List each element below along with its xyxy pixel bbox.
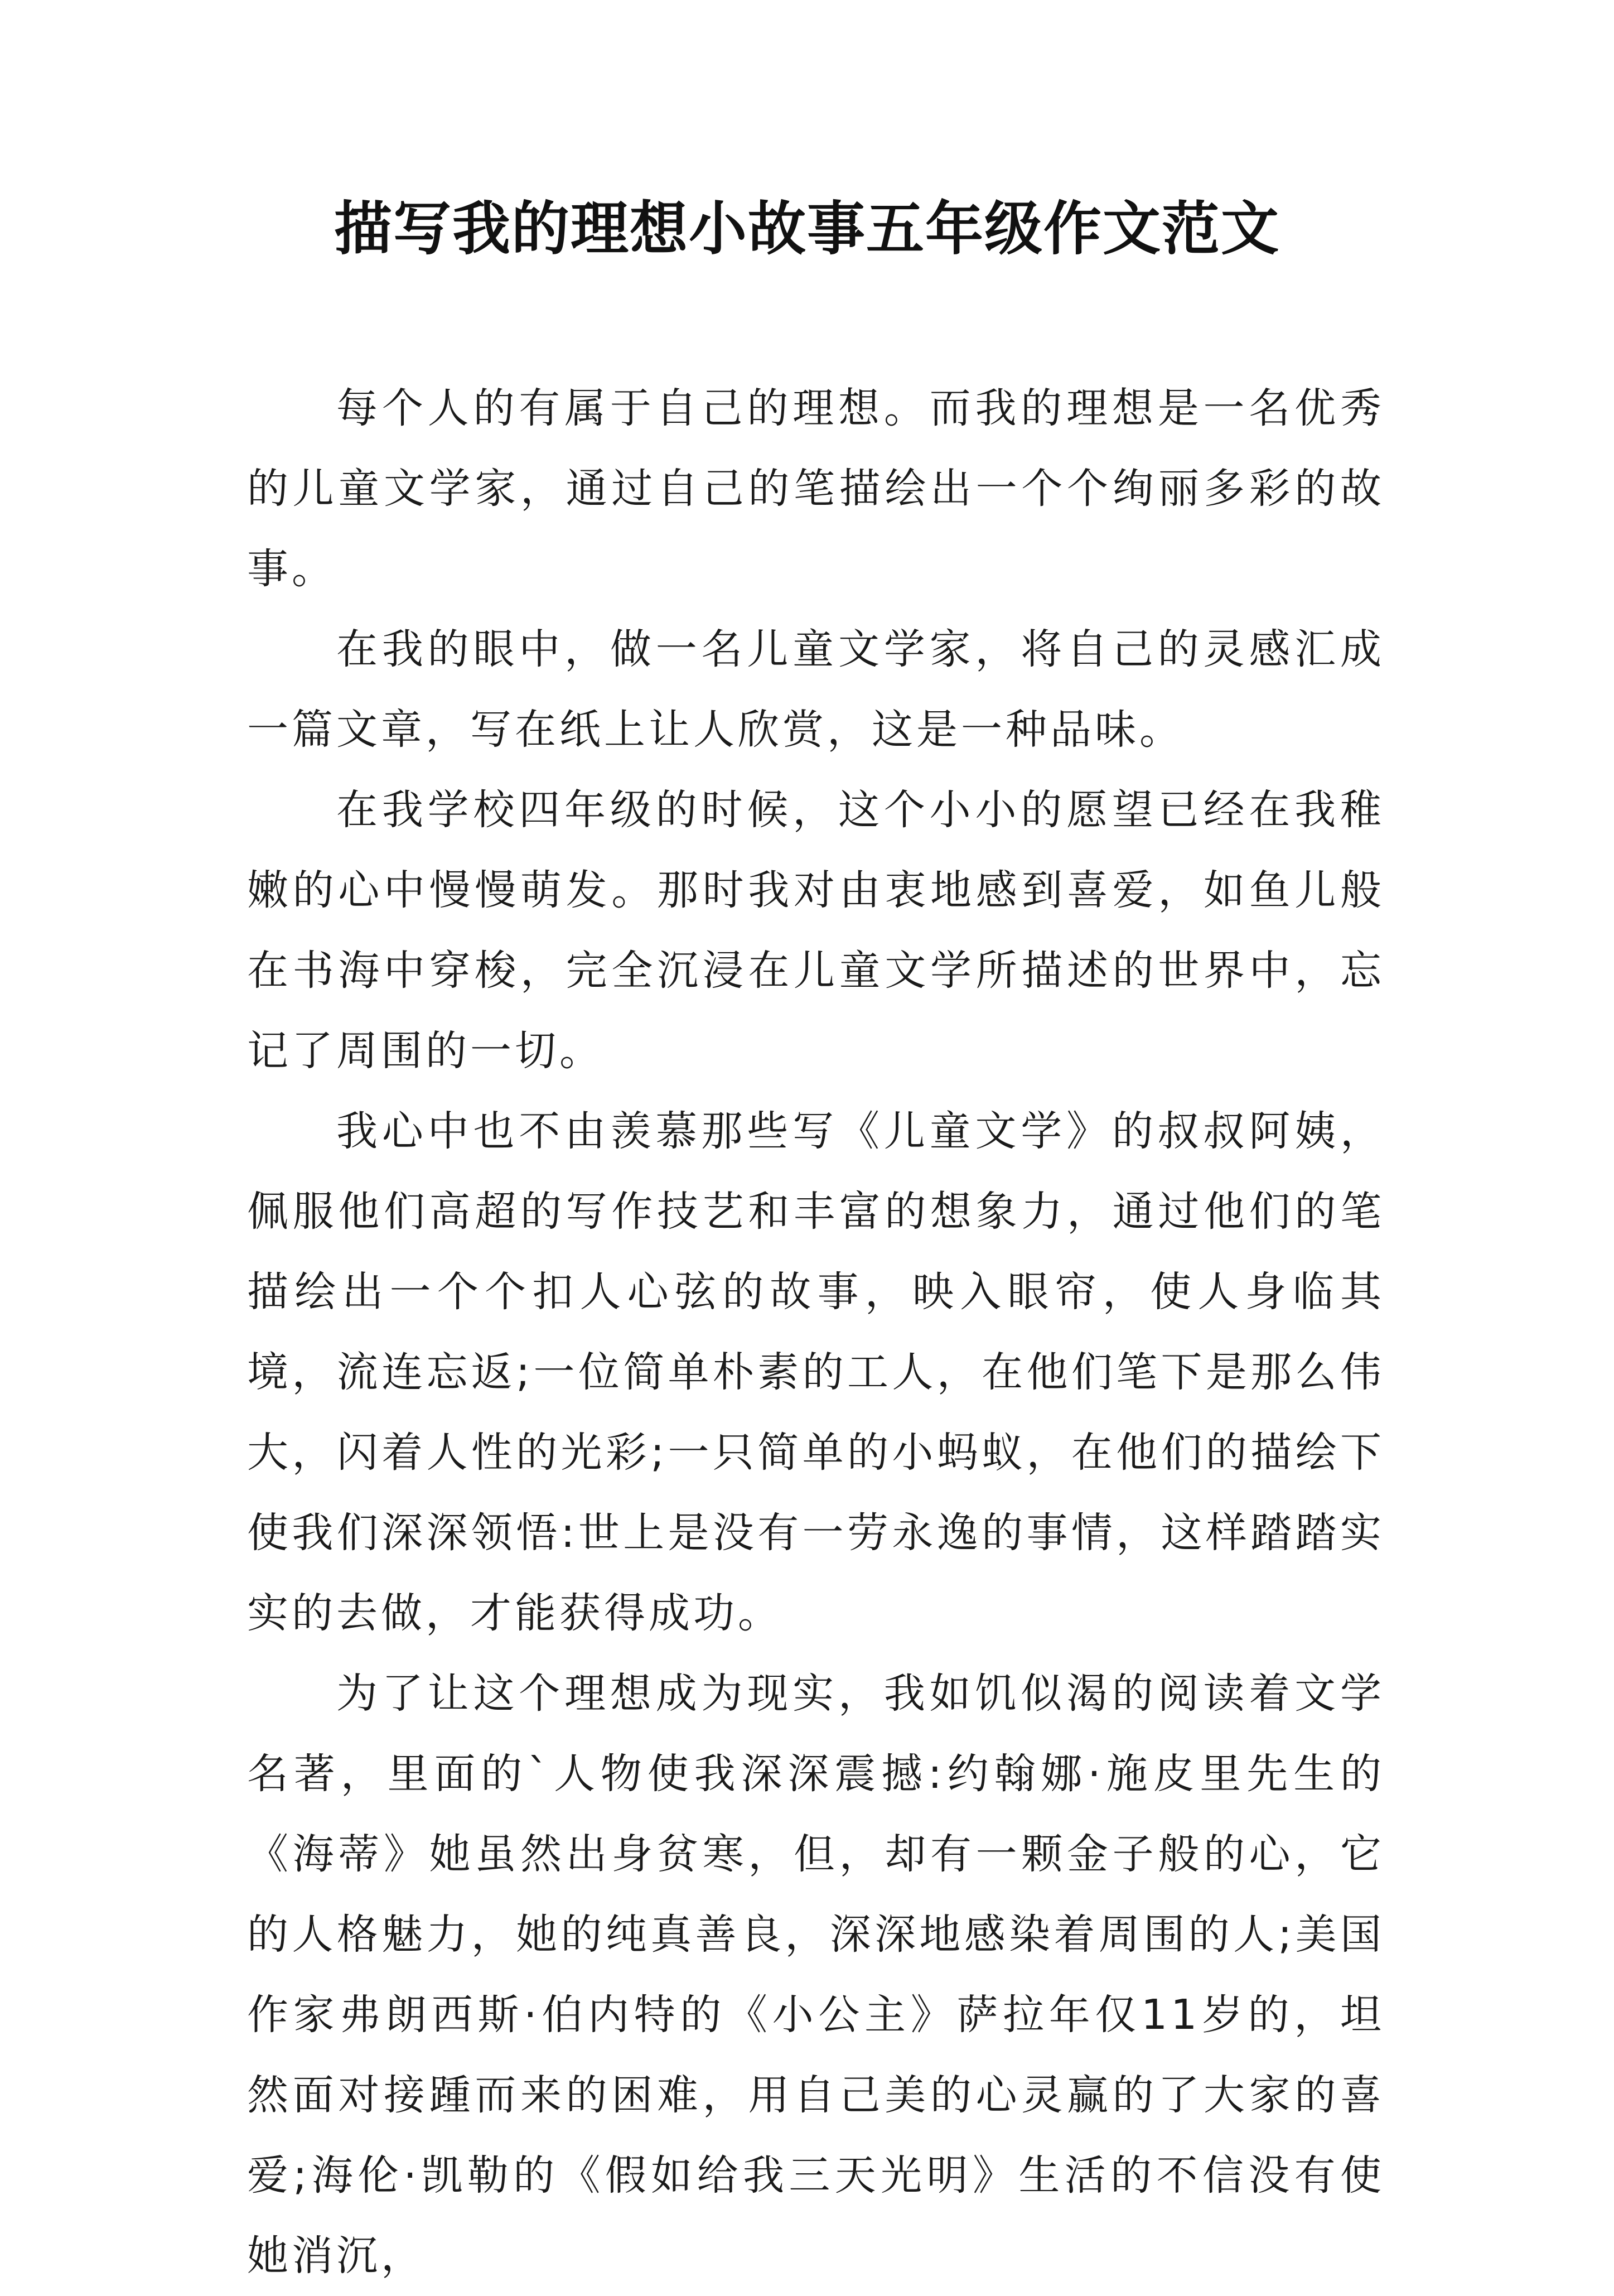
paragraph-5: 为了让这个理想成为现实，我如饥似渴的阅读着文学名著，里面的`人物使我深深震撼:约翰娜·施皮里先生的《海蒂》她虽然出身贫寒，但，却有一颗金子般的心，它的人格魅力，她的纯真善良，深深地感染着周围的人;美国作家弗朗西斯·伯内特的《小公主》萨拉年仅11岁的，坦然面对接踵而来的困难，用自己美的心灵赢的了大家的喜爱;海伦·凯勒的《假如给我三天光明》生活的不信没有使她消沉， bbox=[247, 1670, 1385, 2280]
document-title: 描写我的理想小故事五年级作文范文 bbox=[334, 194, 1280, 263]
document-body bbox=[247, 368, 1385, 2296]
paragraph-2: 在我的眼中，做一名儿童文学家，将自己的灵感汇成一篇文章，写在纸上让人欣赏，这是一种品味。 bbox=[247, 625, 1385, 754]
paragraph-3: 在我学校四年级的时候，这个小小的愿望已经在我稚嫩的心中慢慢萌发。那时我对由衷地感到喜爱，如鱼儿般在书海中穿梭，完全沉浸在儿童文学所描述的世界中，忘记了周围的一切。 bbox=[247, 786, 1385, 1075]
paragraph-1: 每个人的有属于自己的理想。而我的理想是一名优秀的儿童文学家，通过自己的笔描绘出一个个绚丽多彩的故事。 bbox=[247, 384, 1385, 593]
paragraph-4: 我心中也不由羡慕那些写《儿童文学》的叔叔阿姨，佩服他们高超的写作技艺和丰富的想象力，通过他们的笔描绘出一个个扣人心弦的故事，映入眼帘，使人身临其境，流连忘返;一位简单朴素的工人，在他们笔下是那么伟大，闪着人性的光彩;一只简单的小蚂蚁，在他们的描绘下使我们深深领悟:世上是没有一劳永逸的事情，这样踏踏实实的去做，才能获得成功。 bbox=[247, 1107, 1385, 1637]
